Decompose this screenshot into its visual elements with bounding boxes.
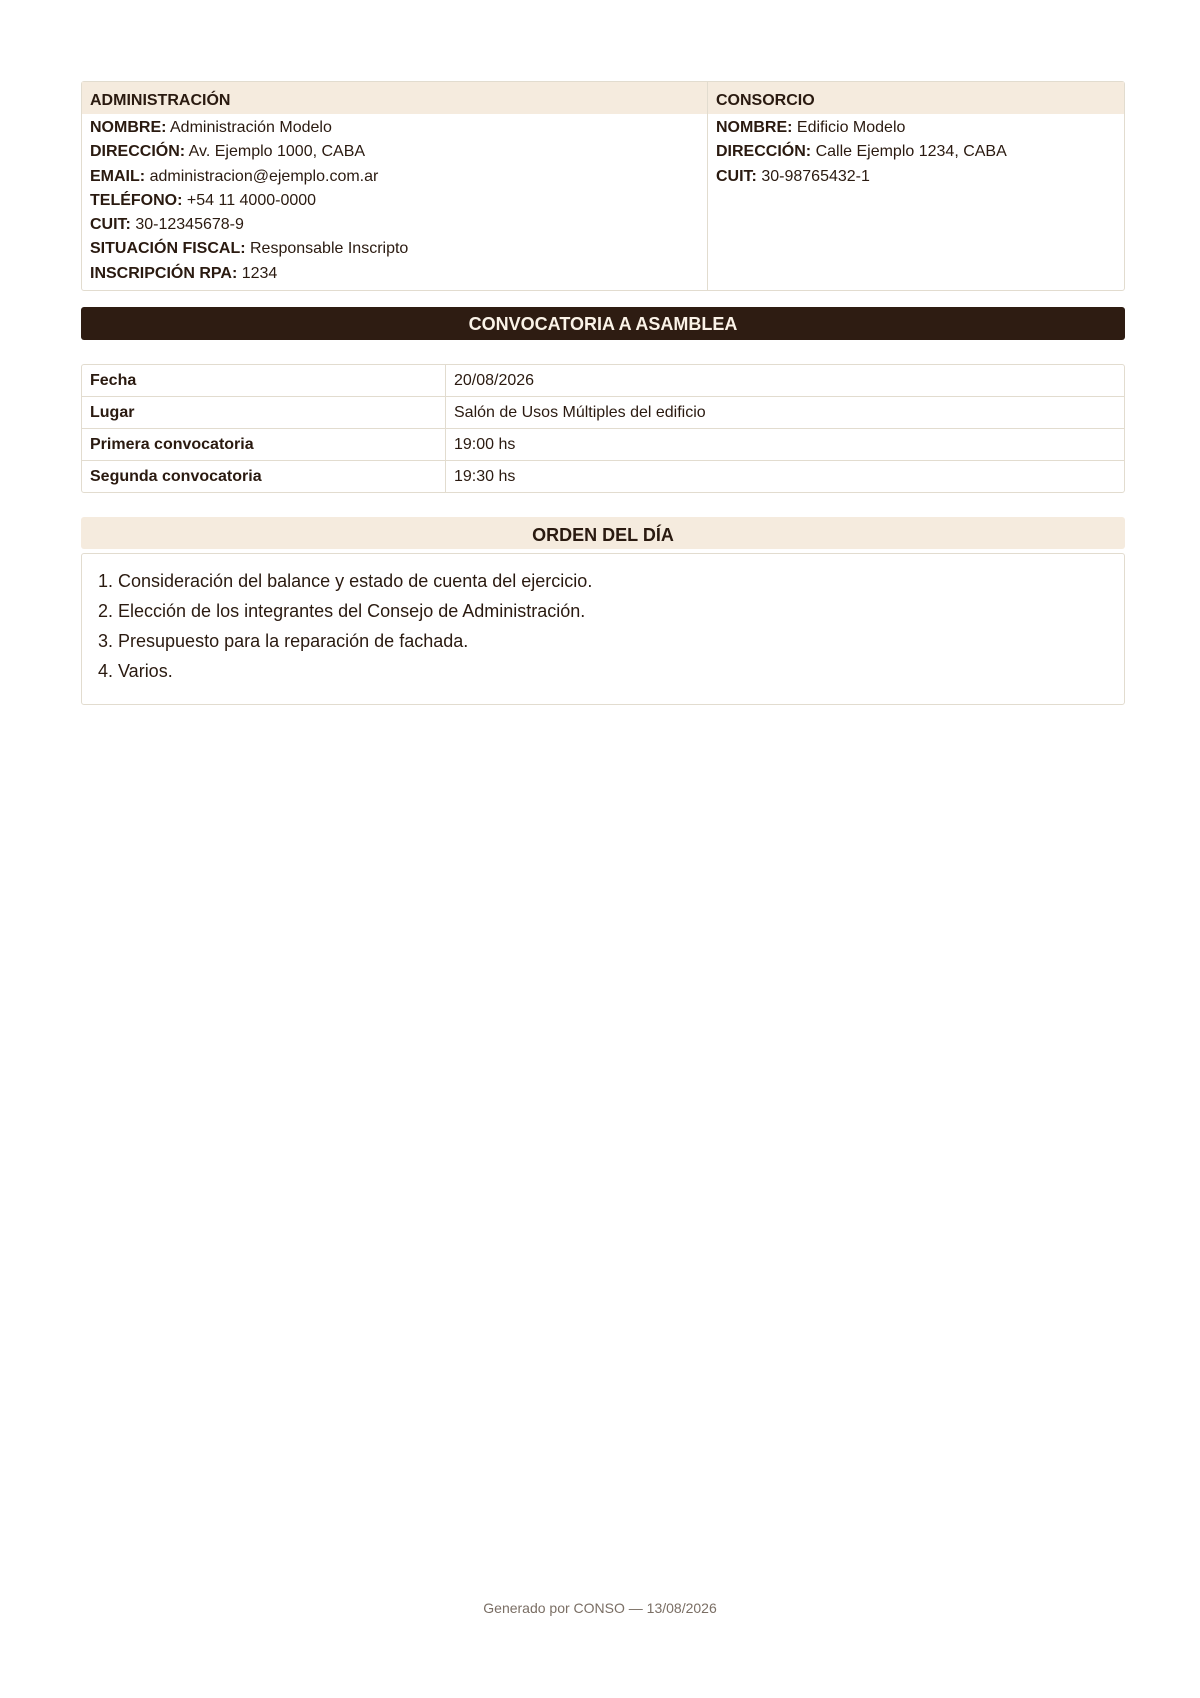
consorcio-heading: CONSORCIO (708, 82, 1124, 114)
admin-telefono-row (90, 189, 699, 213)
field-label: NOMBRE: (716, 119, 793, 136)
detail-value: Salón de Usos Múltiples del edificio (446, 397, 1125, 429)
field-label: EMAIL: (90, 167, 146, 185)
administracion-section (82, 82, 707, 290)
consorcio-direccion-row (716, 140, 1116, 164)
table-row (82, 461, 1124, 493)
consorcio-nombre-row (716, 116, 1116, 140)
field-value: Av. Ejemplo 1000, CABA (188, 143, 366, 161)
parties-info-table (81, 81, 1125, 291)
consorcio-cuit-row (716, 165, 1116, 189)
orden-del-dia-heading: ORDEN DEL DÍA (81, 517, 1125, 549)
meeting-details-table (81, 364, 1125, 493)
field-value: Administración Modelo (170, 119, 332, 136)
detail-label: Segunda convocatoria (82, 461, 446, 493)
field-value: Responsable Inscripto (250, 240, 409, 258)
field-value: +54 11 4000-0000 (186, 191, 317, 209)
detail-label: Fecha (82, 365, 446, 397)
field-value: 1234 (241, 264, 278, 282)
detail-label: Lugar (82, 397, 446, 429)
list-item: 4. Varios. (98, 661, 173, 681)
field-value: 30-98765432-1 (761, 167, 870, 185)
table-row (82, 429, 1124, 461)
table-row (82, 365, 1124, 397)
admin-inscripcion-rpa-row (90, 262, 699, 286)
consorcio-section (707, 82, 1124, 290)
field-value: 30-12345678-9 (135, 216, 244, 234)
field-label: SITUACIÓN FISCAL: (90, 240, 246, 258)
field-label: TELÉFONO: (90, 191, 183, 209)
detail-value: 19:30 hs (454, 467, 516, 485)
list-item: 1. Consideración del balance y estado de cuenta del ejercicio. (98, 571, 593, 591)
field-value: Edificio Modelo (796, 119, 906, 136)
document-title-banner: CONVOCATORIA A ASAMBLEA (81, 307, 1125, 340)
admin-direccion-row (90, 140, 699, 164)
field-label: DIRECCIÓN: (716, 143, 812, 161)
document-page (81, 81, 1125, 705)
page-footer: Generado por CONSO — 13/08/2026 (483, 1600, 717, 1616)
field-value: Calle Ejemplo 1234, CABA (815, 143, 1007, 161)
field-value: administracion@ejemplo.com.ar (149, 167, 379, 185)
admin-nombre-row (90, 116, 699, 140)
field-label: DIRECCIÓN: (90, 143, 186, 161)
list-item: 2. Elección de los integrantes del Consejo de Administración. (98, 601, 586, 621)
orden-del-dia-list (81, 553, 1125, 705)
detail-label: Primera convocatoria (82, 429, 446, 461)
field-label: NOMBRE: (90, 119, 167, 136)
administracion-heading: ADMINISTRACIÓN (82, 82, 707, 114)
table-row (82, 397, 1124, 429)
field-label: CUIT: (90, 216, 131, 234)
list-item: 3. Presupuesto para la reparación de fachada. (98, 631, 469, 651)
field-label: CUIT: (716, 167, 757, 185)
admin-situacion-fiscal-row (90, 237, 699, 261)
admin-cuit-row (90, 213, 699, 237)
detail-value: 19:00 hs (446, 429, 1125, 461)
field-label: INSCRIPCIÓN RPA: (90, 264, 238, 282)
detail-value: 20/08/2026 (446, 365, 1125, 397)
admin-email-row (90, 165, 699, 189)
